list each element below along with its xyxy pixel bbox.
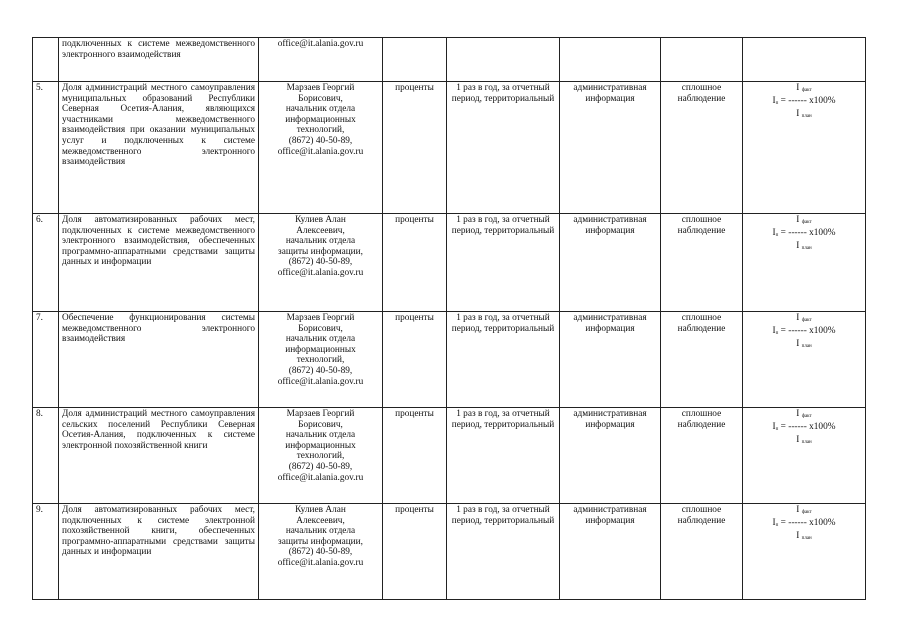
responsible-line: (8672) 40-50-89, [288, 135, 353, 146]
row-number: 7. [33, 312, 59, 408]
data-source [560, 38, 661, 82]
formula-denominator: I [796, 109, 800, 119]
responsible-line: Марзаев Георгий [286, 313, 355, 323]
formula-lhs-sub: п [775, 233, 779, 238]
data-source: административная информация [560, 504, 661, 600]
table-row [33, 214, 866, 312]
formula-numerator-sub: факт [801, 220, 812, 225]
formula-body: = ------ х100% [780, 422, 836, 432]
responsible-line: office@it.alania.gov.ru [277, 557, 364, 568]
formula-lhs: I [772, 518, 776, 528]
formula-lhs: I [772, 228, 776, 238]
formula-denominator: I [796, 531, 800, 541]
indicator-name: Доля автоматизированных рабочих мест, подключенных к системе электронной похозяйственной книги, обеспеченных программно-аппаратными средствами защиты данных и информации [59, 504, 259, 600]
responsible-line: Марзаев Георгий [286, 409, 355, 419]
responsible-line: начальник отдела [285, 526, 356, 537]
responsible-line: (8672) 40-50-89, [288, 257, 353, 268]
responsible-person [259, 38, 383, 82]
data-source: административная информация [560, 82, 661, 214]
data-source: административная информация [560, 214, 661, 312]
formula-denominator: I [796, 241, 800, 251]
formula-lhs: I [772, 96, 776, 106]
indicator-name: Доля автоматизированных рабочих мест, подключенных к системе межведомственного электронного взаимодействия, обеспеченных программно-аппаратными средствами защиты данных и информации [59, 214, 259, 312]
frequency: 1 раз в год, за отчетный период, территориальный [447, 82, 560, 214]
responsible-line: начальник отдела [285, 104, 356, 115]
table-row [33, 504, 866, 600]
formula-numerator-sub: факт [801, 510, 812, 515]
frequency: 1 раз в год, за отчетный период, территориальный [447, 408, 560, 504]
row-number: 5. [33, 82, 59, 214]
formula-denominator-sub: план [801, 114, 812, 119]
formula-denominator-sub: план [801, 536, 812, 541]
row-number [33, 38, 59, 82]
responsible-line: Борисович, [298, 323, 343, 334]
indicators-table [32, 37, 866, 600]
formula-body: = ------ х100% [780, 96, 836, 106]
formula-numerator-sub: факт [801, 318, 812, 323]
frequency: 1 раз в год, за отчетный период, территориальный [447, 214, 560, 312]
responsible-person [259, 408, 383, 504]
formula-lhs-sub: п [775, 101, 779, 106]
calculation-formula [743, 408, 866, 504]
collection-method: сплошное наблюдение [661, 504, 743, 600]
calculation-formula [743, 504, 866, 600]
responsible-line: office@it.alania.gov.ru [277, 146, 364, 157]
unit-of-measure: проценты [383, 504, 447, 600]
unit-of-measure: проценты [383, 214, 447, 312]
responsible-line: Алексеевич, [296, 515, 345, 526]
calculation-formula [743, 312, 866, 408]
formula-denominator-sub: план [801, 440, 812, 445]
calculation-formula [743, 82, 866, 214]
formula-body: = ------ х100% [780, 518, 836, 528]
responsible-line: office@it.alania.gov.ru [277, 39, 364, 49]
formula-lhs: I [772, 326, 776, 336]
formula-numerator: I [796, 83, 800, 93]
calculation-formula [743, 214, 866, 312]
responsible-line: Марзаев Георгий [286, 83, 355, 93]
responsible-line: office@it.alania.gov.ru [277, 376, 364, 387]
collection-method: сплошное наблюдение [661, 82, 743, 214]
row-number: 6. [33, 214, 59, 312]
frequency [447, 38, 560, 82]
responsible-line: начальник отдела [285, 236, 356, 247]
responsible-line: технологий, [296, 451, 345, 462]
responsible-line: технологий, [296, 355, 345, 366]
indicator-name: Обеспечение функционирования системы межведомственного электронного взаимодействия [59, 312, 259, 408]
formula-numerator-sub: факт [801, 414, 812, 419]
formula-lhs: I [772, 422, 776, 432]
responsible-line: защиты информации, [278, 536, 363, 547]
responsible-line: информационных [285, 344, 356, 355]
formula-numerator-sub: факт [801, 88, 812, 93]
data-source: административная информация [560, 408, 661, 504]
responsible-line: office@it.alania.gov.ru [277, 472, 364, 483]
frequency: 1 раз в год, за отчетный период, территориальный [447, 504, 560, 600]
formula-body: = ------ х100% [780, 326, 836, 336]
indicator-name: Доля администраций местного самоуправления сельских поселений Республики Северная Осетия-Алания, подключенных к системе электронной похозяйственной книги [59, 408, 259, 504]
responsible-line: начальник отдела [285, 334, 356, 345]
responsible-line: Алексеевич, [296, 225, 345, 236]
table-row [33, 408, 866, 504]
formula-numerator: I [796, 313, 800, 323]
data-source: административная информация [560, 312, 661, 408]
formula-numerator: I [796, 505, 800, 515]
formula-denominator: I [796, 435, 800, 445]
formula-numerator: I [796, 409, 800, 419]
indicator-name: подключенных к системе межведомственного электронного взаимодействия [59, 38, 259, 82]
responsible-line: информационных [285, 440, 356, 451]
frequency: 1 раз в год, за отчетный период, территориальный [447, 312, 560, 408]
responsible-line: технологий, [296, 125, 345, 136]
table-row [33, 82, 866, 214]
responsible-person [259, 312, 383, 408]
unit-of-measure: проценты [383, 408, 447, 504]
row-number: 8. [33, 408, 59, 504]
formula-denominator: I [796, 339, 800, 349]
row-number: 9. [33, 504, 59, 600]
responsible-line: Борисович, [298, 93, 343, 104]
formula-denominator-sub: план [801, 246, 812, 251]
responsible-line: Кулиев Алан [295, 215, 346, 225]
formula-numerator: I [796, 215, 800, 225]
responsible-person [259, 504, 383, 600]
indicator-name: Доля администраций местного самоуправления муниципальных образований Республики Северная Осетия-Алания, являющихся участниками межведомственного взаимодействия при оказании муниципальных услуг и подключенных к системе межведомственного электронного взаимодействия [59, 82, 259, 214]
responsible-person [259, 82, 383, 214]
collection-method: сплошное наблюдение [661, 312, 743, 408]
table-row [33, 312, 866, 408]
responsible-line: (8672) 40-50-89, [288, 547, 353, 558]
responsible-line: Борисович, [298, 419, 343, 430]
responsible-person [259, 214, 383, 312]
table-body [33, 38, 866, 600]
formula-body: = ------ х100% [780, 228, 836, 238]
unit-of-measure: проценты [383, 82, 447, 214]
unit-of-measure: проценты [383, 312, 447, 408]
responsible-line: начальник отдела [285, 430, 356, 441]
table-row [33, 38, 866, 82]
unit-of-measure [383, 38, 447, 82]
responsible-line: Кулиев Алан [295, 505, 346, 515]
responsible-line: (8672) 40-50-89, [288, 461, 353, 472]
responsible-line: (8672) 40-50-89, [288, 365, 353, 376]
collection-method: сплошное наблюдение [661, 408, 743, 504]
formula-lhs-sub: п [775, 427, 779, 432]
formula-lhs-sub: п [775, 331, 779, 336]
formula-denominator-sub: план [801, 344, 812, 349]
collection-method [661, 38, 743, 82]
responsible-line: office@it.alania.gov.ru [277, 267, 364, 278]
responsible-line: защиты информации, [278, 246, 363, 257]
formula-lhs-sub: п [775, 523, 779, 528]
collection-method: сплошное наблюдение [661, 214, 743, 312]
calculation-formula [743, 38, 866, 82]
responsible-line: информационных [285, 114, 356, 125]
